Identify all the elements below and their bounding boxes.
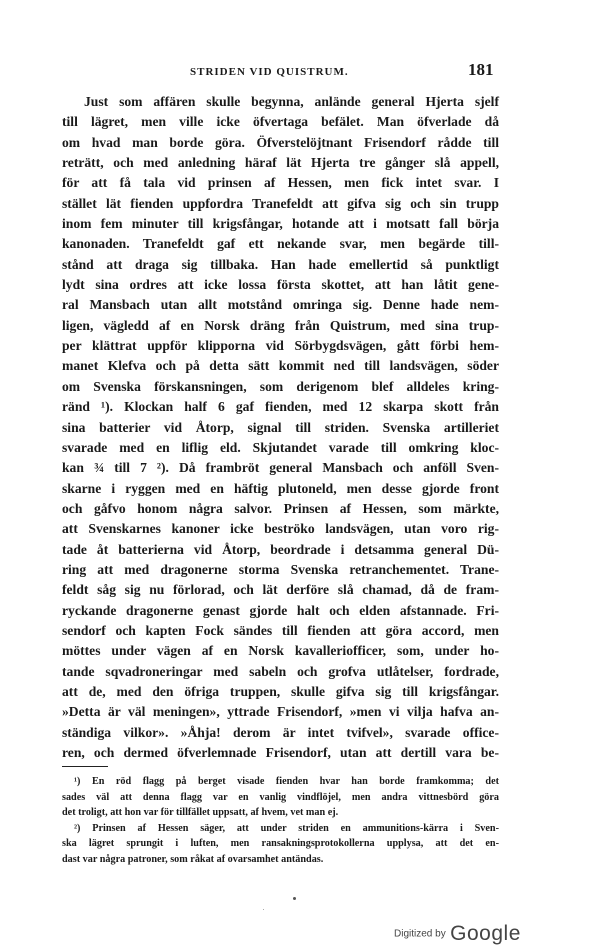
running-title: STRIDEN VID QUISTRUM. (190, 66, 349, 78)
body-line: sina batterier vid Åtorp, signal till striden. Svenska artilleriet (62, 419, 499, 435)
body-line: Just som affären skulle begynna, anlände general Hjerta sjelf (84, 94, 499, 109)
body-line: om hvad man borde göra. Öfverstelöjtnant Frisendorf rådde till (62, 134, 499, 150)
body-line: att de, med den öfriga truppen, skulle gifva sig till krigsfångar. (62, 683, 499, 699)
body-line: till lägret, men ville icke öfvertaga befälet. Man öfverlade då (62, 114, 499, 130)
body-text (62, 92, 499, 763)
body-line: manet Klefva och på detta sätt kommit ned till landsvägen, söder (62, 358, 499, 374)
footnote-line: det troligt, att hon var för tillfället uppsatt, af hvem, vet man ej. (62, 807, 339, 819)
body-line: stället lät fienden uppfordra Tranefeldt att gifva sig och sin trupp (62, 195, 499, 211)
body-line: per klättrat uppför klipporna vid Sörbygdsvägen, gått förbi hem- (62, 338, 499, 354)
body-line: ligen, vägledd af en Norsk dräng från Quistrum, med sina trup- (62, 317, 499, 333)
body-line: kanonaden. Tranefeldt gaf ett nekande svar, men begärde till- (62, 236, 499, 252)
footnotes (62, 774, 499, 868)
body-line: skarne i ryggen med en häftig plutoneld, men desse gjorde front (62, 480, 499, 496)
body-line: tade åt batterierna vid Åtorp, beordrade i detsamma general Dü- (62, 541, 499, 557)
footnote-divider (62, 766, 108, 767)
body-line: om Svenska förskansningen, som derigenom blef alldeles kring- (62, 378, 499, 394)
footnote-line: ¹) En röd flagg på berget visade fienden hvar han borde framkomma; det (74, 776, 499, 787)
body-line: och gåfvo honom några salvor. Prinsen af Hessen, som märkte, (62, 500, 499, 516)
watermark-prefix: Digitized by (394, 928, 446, 940)
body-line: ring att med dragonerne storma Svenska retranchementet. Trane- (62, 561, 499, 577)
scan-speck (263, 909, 264, 910)
body-line: stånd att draga sig tillbaka. Han hade emellertid så punktligt (62, 256, 499, 272)
body-line: ständiga vilkor». »Åhja! derom är intet tvifvel», svarade office- (62, 724, 499, 740)
footnote-line: ²) Prinsen af Hessen säger, att under striden en ammunitions-kärra i Sven- (74, 822, 499, 834)
body-line: ränd ¹). Klockan half 6 gaf fienden, med 12 skarpa skott från (62, 399, 499, 415)
body-line: sendorf och kapten Fock sändes till fienden att göra accord, men (62, 622, 499, 638)
digitized-watermark (394, 922, 521, 946)
body-line: att Svenskarnes kanoner icke beströko landsvägen, utan voro rig- (62, 521, 499, 537)
body-line: inom fem minuter till krigsfångar, hotande att i motsatt fall börja (62, 216, 499, 232)
body-line: tande sqvadroneringar med sabeln och grofva utlåtelser, fordrade, (62, 663, 499, 679)
body-line: ryckande dragonerne genast gjorde halt och elden afstannade. Fri- (62, 602, 499, 618)
body-line: ren, och dermed öfverlemnade Frisendorf, utan att dertill vara be- (62, 745, 499, 760)
page-number: 181 (468, 60, 494, 79)
body-line: möttes under vägen af en Norsk kavalleriofficer, som, under ho- (62, 643, 499, 659)
footnote-line: sades väl att denna flagg var en vanlig vindflöjel, men andra vittnesbörd göra (62, 791, 499, 803)
body-line: feldt såg sig nu förlorad, och lät derföre slå chamad, då de fram- (62, 582, 499, 598)
scan-speck (293, 897, 296, 900)
body-line: kan ¾ till 7 ²). Då frambröt general Mansbach och anföll Sven- (62, 460, 499, 476)
google-logo: Google (450, 922, 521, 945)
body-line: lydt sina ordres att icke lossa första skottet, att han låtit gene- (62, 277, 499, 293)
footnote-line: dast var några patroner, som råkat af ovarsamhet antändas. (62, 853, 324, 865)
body-line: för att få tala vid prinsen af Hessen, men fick intet svar. I (62, 175, 499, 191)
body-line: ral Mansbach utan allt motstånd omringa sig. Denne hade nem- (62, 297, 499, 313)
footnote-line: ska lägret sprungit i luften, men ransakningsprotokollerna upplysa, att det en- (62, 838, 499, 850)
body-line: svarade med en liflig eld. Skjutandet varade till omkring kloc- (62, 439, 499, 455)
body-line: reträtt, och med anledning häraf lät Hjerta tre gånger slå appell, (62, 155, 499, 171)
body-line: »Detta är väl meningen», yttrade Frisendorf, »men vi vilja hafva an- (62, 704, 499, 720)
